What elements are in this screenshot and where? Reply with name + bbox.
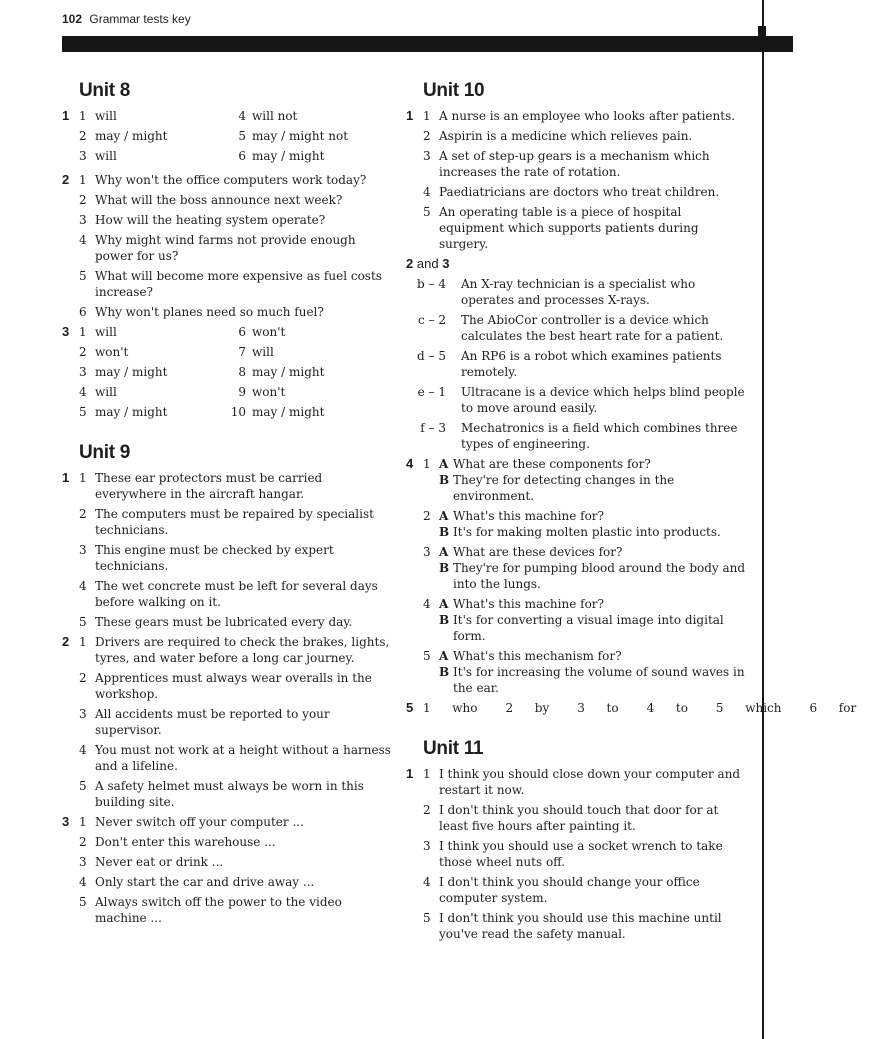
item-number: 3 — [423, 545, 431, 559]
item-number: 5 — [79, 779, 87, 793]
item-number: 1 — [79, 815, 87, 829]
item-text: will — [95, 385, 117, 399]
list-item — [79, 324, 224, 340]
list-item — [79, 506, 392, 538]
item-number: 2 — [423, 509, 431, 523]
item-number: 1 — [423, 767, 431, 781]
item-text: Why might wind farms not provide enough power for us? — [95, 233, 356, 263]
item-text: may / might not — [252, 129, 349, 143]
answer-text: They're for pumping blood around the body and into the lungs. — [453, 561, 746, 591]
item-text: The AbioCor controller is a device which calculates the best heart rate for a patient. — [461, 313, 724, 343]
dialogue-question — [423, 596, 746, 612]
list-item — [406, 420, 746, 452]
list-item — [224, 344, 374, 360]
unit10-exercise-2-3-heading — [406, 256, 746, 272]
item-number: 2 — [505, 701, 514, 715]
inline-answer — [506, 700, 564, 716]
exercise-number: 1 — [62, 108, 70, 123]
match-label: b – 4 — [417, 277, 446, 291]
item-number: 4 — [423, 875, 431, 889]
item-text: A nurse is an employee who looks after patients. — [439, 109, 736, 123]
item-number: 1 — [423, 457, 431, 471]
question-text: What's this mechanism for? — [453, 649, 622, 663]
dialogue-answer — [423, 612, 746, 644]
dialogue-question — [423, 648, 746, 664]
list-item — [79, 814, 392, 830]
list-item — [79, 232, 392, 264]
exercise-number: 1 — [62, 470, 70, 485]
exercise-number: 5 — [406, 700, 414, 715]
item-text: which — [745, 701, 782, 715]
list-item — [423, 766, 746, 798]
item-text: An operating table is a piece of hospital equipment which supports patients during surgery. — [439, 205, 699, 251]
inline-answer — [810, 700, 870, 716]
answer-text: It's for increasing the volume of sound waves in the ear. — [453, 665, 745, 695]
list-item — [79, 364, 224, 380]
list-item — [79, 384, 224, 400]
list-item — [79, 894, 392, 926]
item-text: Don't enter this warehouse ... — [95, 835, 276, 849]
dialogue-answer — [423, 560, 746, 592]
item-number: 5 — [423, 911, 431, 925]
item-number: 1 — [79, 471, 87, 485]
item-text: may / might — [252, 365, 325, 379]
item-number: 7 — [238, 345, 246, 359]
item-text: Ultracane is a device which helps blind people to move around easily. — [461, 385, 745, 415]
item-text: will — [95, 109, 117, 123]
item-number: 3 — [79, 707, 87, 721]
item-text: won't — [95, 345, 129, 359]
list-item — [79, 212, 392, 228]
item-number: 3 — [79, 543, 87, 557]
item-text: I think you should use a socket wrench to take those wheel nuts off. — [439, 839, 723, 869]
item-text: may / might — [252, 405, 325, 419]
list-item — [79, 128, 224, 144]
list-item — [79, 670, 392, 702]
list-item — [224, 148, 374, 164]
left-column — [62, 80, 392, 930]
item-number: 3 — [79, 149, 87, 163]
list-item — [79, 706, 392, 738]
item-text: by — [534, 701, 550, 715]
unit8-exercise-2 — [62, 172, 392, 320]
answer-text: It's for making molten plastic into products. — [453, 525, 721, 539]
item-text: I don't think you should touch that door for at least five hours after painting it. — [439, 803, 719, 833]
spacer — [423, 560, 439, 592]
item-text: All accidents must be reported to your supervisor. — [95, 707, 330, 737]
item-text: A set of step-up gears is a mechanism which increases the rate of rotation. — [439, 149, 710, 179]
page-edge-tab — [758, 26, 766, 36]
item-number: 9 — [238, 385, 246, 399]
item-number: 5 — [79, 895, 87, 909]
item-number: 6 — [238, 149, 246, 163]
item-text: Only start the car and drive away ... — [95, 875, 315, 889]
item-text: These gears must be lubricated every day. — [95, 615, 353, 629]
exercise-number: 3 — [62, 814, 70, 829]
item-number: 4 — [423, 597, 431, 611]
inline-answer — [423, 700, 492, 716]
item-text: An X-ray technician is a specialist who operates and processes X-rays. — [461, 277, 696, 307]
answer-text: It's for converting a visual image into digital form. — [453, 613, 724, 643]
exercise-number: 2 — [62, 634, 70, 649]
item-number: 6 — [79, 305, 87, 319]
unit-10-title: Unit 10 — [423, 80, 485, 101]
list-item — [423, 874, 746, 906]
list-item — [79, 304, 392, 320]
list-item — [224, 108, 374, 124]
item-number: 2 — [423, 803, 431, 817]
unit10-exercise-4 — [406, 456, 746, 696]
list-item — [224, 404, 374, 420]
speaker-a: A — [439, 649, 449, 663]
list-item — [79, 742, 392, 774]
list-item — [423, 108, 746, 124]
unit11-exercise-1 — [406, 766, 746, 942]
item-number: 1 — [79, 325, 87, 339]
item-number: 1 — [79, 635, 87, 649]
list-item — [224, 128, 374, 144]
match-label: d – 5 — [417, 349, 446, 363]
item-number: 2 — [79, 835, 87, 849]
item-number: 2 — [79, 193, 87, 207]
item-text: Always switch off the power to the video machine ... — [95, 895, 342, 925]
item-text: Why won't planes need so much fuel? — [95, 305, 324, 319]
page-number: 102 — [62, 12, 83, 26]
list-item — [79, 192, 392, 208]
list-item — [423, 184, 746, 200]
question-text: What's this machine for? — [453, 597, 604, 611]
speaker-a: A — [439, 457, 449, 471]
item-number: 2 — [79, 129, 87, 143]
unit9-exercise-1 — [62, 470, 392, 630]
item-number: 2 — [79, 507, 87, 521]
speaker-a: A — [439, 509, 449, 523]
item-text: won't — [252, 325, 286, 339]
item-text: may / might — [95, 365, 168, 379]
item-number: 5 — [79, 405, 87, 419]
dialogue-item — [423, 508, 746, 540]
item-text: will — [95, 325, 117, 339]
item-number: 10 — [230, 405, 246, 419]
page-header — [62, 12, 191, 26]
speaker-b: B — [439, 613, 450, 627]
item-number: 1 — [79, 173, 87, 187]
item-text: for — [838, 701, 857, 715]
list-item — [79, 854, 392, 870]
list-item — [79, 542, 392, 574]
item-number: 3 — [577, 701, 585, 715]
exercise-number: 4 — [406, 456, 414, 471]
item-text: Drivers are required to check the brakes, lights, tyres, and water before a long car journey. — [95, 635, 390, 665]
item-number: 3 — [79, 855, 87, 869]
item-number: 5 — [423, 649, 431, 663]
item-text: I don't think you should use this machine until you've read the safety manual. — [439, 911, 722, 941]
list-item — [79, 874, 392, 890]
item-text: will — [252, 345, 274, 359]
list-item — [406, 312, 746, 344]
list-item — [79, 344, 224, 360]
item-text: You must not work at a height without a harness and a lifeline. — [95, 743, 391, 773]
dialogue-item — [423, 456, 746, 504]
dialogue-question — [423, 544, 746, 560]
match-label: f – 3 — [420, 421, 446, 435]
list-item — [79, 578, 392, 610]
item-number: 4 — [423, 185, 431, 199]
list-item — [423, 204, 746, 252]
item-text: I don't think you should change your office computer system. — [439, 875, 700, 905]
exercise-number: 1 — [406, 766, 414, 781]
item-number: 4 — [79, 385, 87, 399]
list-item — [79, 148, 224, 164]
page-title: Grammar tests key — [89, 12, 191, 26]
item-number: 2 — [79, 345, 87, 359]
unit-8-title: Unit 8 — [79, 80, 130, 101]
item-text: An RP6 is a robot which examines patients remotely. — [461, 349, 722, 379]
item-text: Never eat or drink ... — [95, 855, 224, 869]
dialogue-answer — [423, 472, 746, 504]
item-text: Paediatricians are doctors who treat children. — [439, 185, 720, 199]
list-item — [79, 614, 392, 630]
dialogue-question — [423, 508, 746, 524]
item-number: 6 — [809, 701, 818, 715]
spacer — [423, 612, 439, 644]
list-item — [224, 384, 374, 400]
item-text: I think you should close down your computer and restart it now. — [439, 767, 741, 797]
item-text: The computers must be repaired by specialist technicians. — [95, 507, 374, 537]
item-number: 1 — [79, 109, 87, 123]
list-item — [79, 834, 392, 850]
item-number: 3 — [423, 149, 431, 163]
header-bar — [62, 36, 793, 52]
exercise-number: 2 — [62, 172, 70, 187]
unit10-exercise-5 — [406, 700, 857, 716]
exercise-number: 3 — [442, 256, 450, 271]
list-item — [79, 470, 392, 502]
question-text: What's this machine for? — [453, 509, 604, 523]
list-item — [406, 384, 746, 416]
unit-11-title: Unit 11 — [423, 738, 484, 759]
item-number: 5 — [79, 615, 87, 629]
list-item — [79, 778, 392, 810]
list-item — [423, 910, 746, 942]
unit10-exercise-2-3 — [406, 276, 746, 452]
item-text: This engine must be checked by expert technicians. — [95, 543, 334, 573]
list-item — [79, 172, 392, 188]
speaker-b: B — [439, 473, 450, 487]
item-number: 1 — [423, 109, 431, 123]
unit-9-title: Unit 9 — [79, 442, 130, 463]
item-number: 4 — [79, 875, 87, 889]
item-number: 5 — [715, 701, 724, 715]
dialogue-answer — [423, 524, 746, 540]
item-text: Apprentices must always wear overalls in the workshop. — [95, 671, 372, 701]
item-text: will — [95, 149, 117, 163]
item-number: 5 — [423, 205, 431, 219]
unit9-exercise-3 — [62, 814, 392, 926]
item-text: who — [452, 701, 478, 715]
item-text: won't — [252, 385, 286, 399]
list-item — [224, 324, 374, 340]
item-text: will not — [252, 109, 298, 123]
item-text: may / might — [95, 405, 168, 419]
item-number: 8 — [238, 365, 246, 379]
dialogue-question — [423, 456, 746, 472]
item-number: 4 — [79, 233, 87, 247]
list-item — [406, 348, 746, 380]
item-text: may / might — [95, 129, 168, 143]
inline-answer — [647, 700, 702, 716]
item-number: 3 — [79, 365, 87, 379]
right-column — [406, 80, 857, 946]
item-number: 4 — [646, 701, 655, 715]
list-item — [423, 148, 746, 180]
inline-answer — [577, 700, 632, 716]
list-item — [224, 364, 374, 380]
spacer — [423, 664, 439, 696]
list-item — [423, 128, 746, 144]
page-edge-rule — [762, 0, 764, 1039]
dialogue-item — [423, 544, 746, 592]
unit8-exercise-1 — [62, 108, 392, 168]
speaker-a: A — [439, 597, 449, 611]
item-number: 4 — [79, 743, 87, 757]
list-item — [423, 838, 746, 870]
item-text: How will the heating system operate? — [95, 213, 326, 227]
question-text: What are these components for? — [453, 457, 651, 471]
item-text: may / might — [252, 149, 325, 163]
spacer — [423, 472, 439, 504]
question-text: What are these devices for? — [453, 545, 623, 559]
match-label: c – 2 — [418, 313, 446, 327]
speaker-b: B — [439, 525, 450, 539]
match-label: e – 1 — [417, 385, 446, 399]
list-item — [79, 404, 224, 420]
item-number: 3 — [423, 839, 431, 853]
item-number: 4 — [79, 579, 87, 593]
item-number: 2 — [423, 129, 431, 143]
list-item — [79, 634, 392, 666]
item-number: 5 — [79, 269, 87, 283]
dialogue-item — [423, 596, 746, 644]
exercise-number: 1 — [406, 108, 414, 123]
item-text: Why won't the office computers work today? — [95, 173, 367, 187]
item-text: Aspirin is a medicine which relieves pain. — [439, 129, 693, 143]
item-text: The wet concrete must be left for several days before walking on it. — [95, 579, 378, 609]
item-text: to — [606, 701, 619, 715]
unit10-exercise-1 — [406, 108, 746, 252]
exercise-number: 3 — [62, 324, 70, 339]
item-text: What will the boss announce next week? — [95, 193, 343, 207]
item-text: What will become more expensive as fuel costs increase? — [95, 269, 382, 299]
list-item — [79, 108, 224, 124]
dialogue-answer — [423, 664, 746, 696]
unit9-exercise-2 — [62, 634, 392, 810]
speaker-b: B — [439, 665, 450, 679]
item-text: to — [675, 701, 688, 715]
and-label: and — [416, 256, 439, 271]
item-number: 4 — [238, 109, 246, 123]
list-item — [406, 276, 746, 308]
answer-text: They're for detecting changes in the environment. — [453, 473, 675, 503]
exercise-number: 2 — [406, 256, 414, 271]
item-number: 2 — [79, 671, 87, 685]
item-text: Mechatronics is a field which combines three types of engineering. — [461, 421, 738, 451]
item-text: A safety helmet must always be worn in this building site. — [95, 779, 364, 809]
unit8-exercise-3 — [62, 324, 392, 424]
spacer — [423, 524, 439, 540]
speaker-a: A — [439, 545, 449, 559]
list-item — [79, 268, 392, 300]
item-text: These ear protectors must be carried everywhere in the aircraft hangar. — [95, 471, 323, 501]
item-number: 5 — [238, 129, 246, 143]
item-text: Never switch off your computer ... — [95, 815, 304, 829]
inline-answer — [716, 700, 796, 716]
item-number: 1 — [423, 701, 431, 715]
item-number: 3 — [79, 213, 87, 227]
speaker-b: B — [439, 561, 450, 575]
item-number: 6 — [238, 325, 246, 339]
list-item — [423, 802, 746, 834]
dialogue-item — [423, 648, 746, 696]
